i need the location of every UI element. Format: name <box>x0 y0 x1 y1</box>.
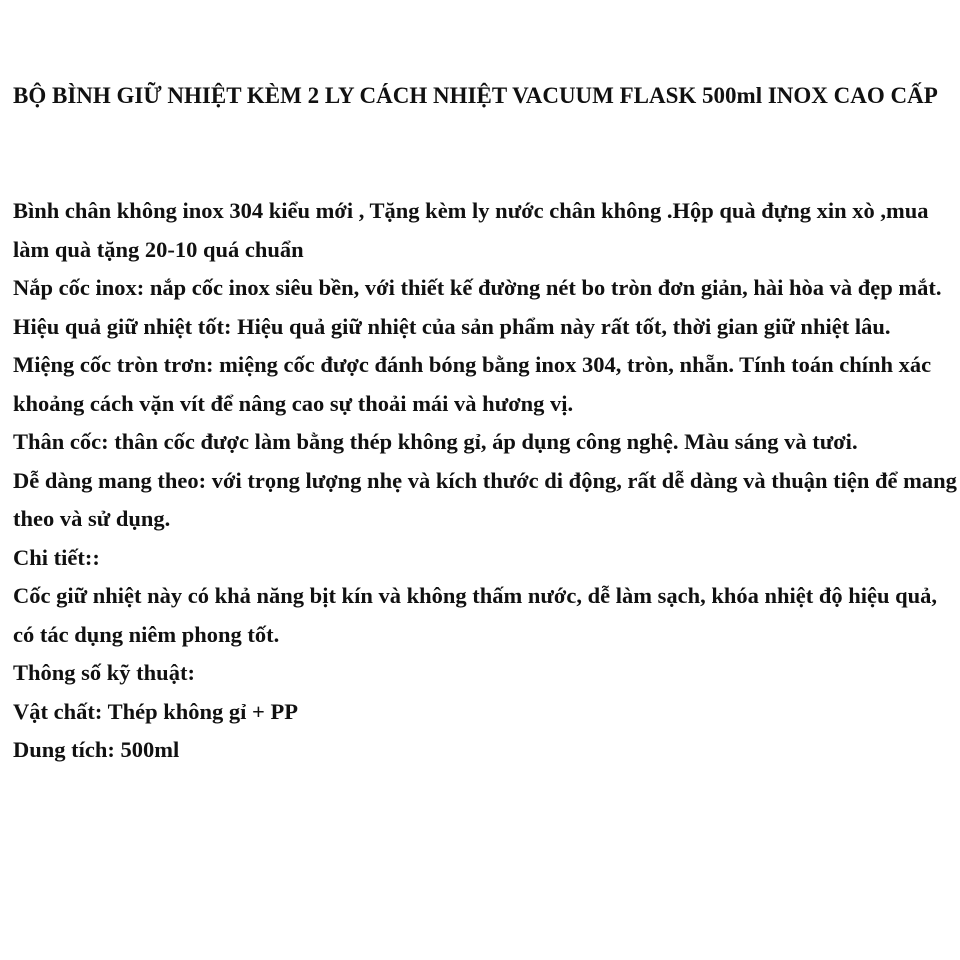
product-title: BỘ BÌNH GIỮ NHIỆT KÈM 2 LY CÁCH NHIỆT VACUUM FLASK 500ml INOX CAO CẤP <box>13 83 938 108</box>
paragraph-rim: Miệng cốc tròn trơn: miệng cốc được đánh bóng bằng inox 304, tròn, nhẵn. Tính toán chính xác khoảng cách vặn vít để nâng cao sự thoải mái và hương vị. <box>13 352 932 416</box>
paragraph-details-heading: Chi tiết:: <box>13 544 100 570</box>
paragraph-body: Thân cốc: thân cốc được làm bằng thép không gỉ, áp dụng công nghệ. Màu sáng và tươi. <box>13 429 858 454</box>
product-description <box>13 192 957 770</box>
paragraph-portable: Dễ dàng mang theo: với trọng lượng nhẹ và kích thước di động, rất dễ dàng và thuận tiện để mang theo và sử dụng. <box>13 467 957 531</box>
paragraph-heat-retention: Hiệu quả giữ nhiệt tốt: Hiệu quả giữ nhiệt của sản phẩm này rất tốt, thời gian giữ nhiệt lâu. <box>13 313 891 339</box>
paragraph-lid: Nắp cốc inox: nắp cốc inox siêu bền, với thiết kế đường nét bo tròn đơn giản, hài hòa và đẹp mắt. <box>13 275 942 300</box>
paragraph-capacity: Dung tích: 500ml <box>13 737 180 762</box>
paragraph-specs-heading: Thông số kỹ thuật: <box>13 660 195 685</box>
paragraph-intro: Bình chân không inox 304 kiểu mới , Tặng kèm ly nước chân không .Hộp quà đựng xin xò ,mua làm quà tặng 20-10 quá chuẩn <box>13 198 929 262</box>
paragraph-details: Cốc giữ nhiệt này có khả năng bịt kín và không thấm nước, dễ làm sạch, khóa nhiệt độ hiệu quả, có tác dụng niêm phong tốt. <box>13 583 938 647</box>
paragraph-material: Vật chất: Thép không gỉ + PP <box>13 698 298 724</box>
